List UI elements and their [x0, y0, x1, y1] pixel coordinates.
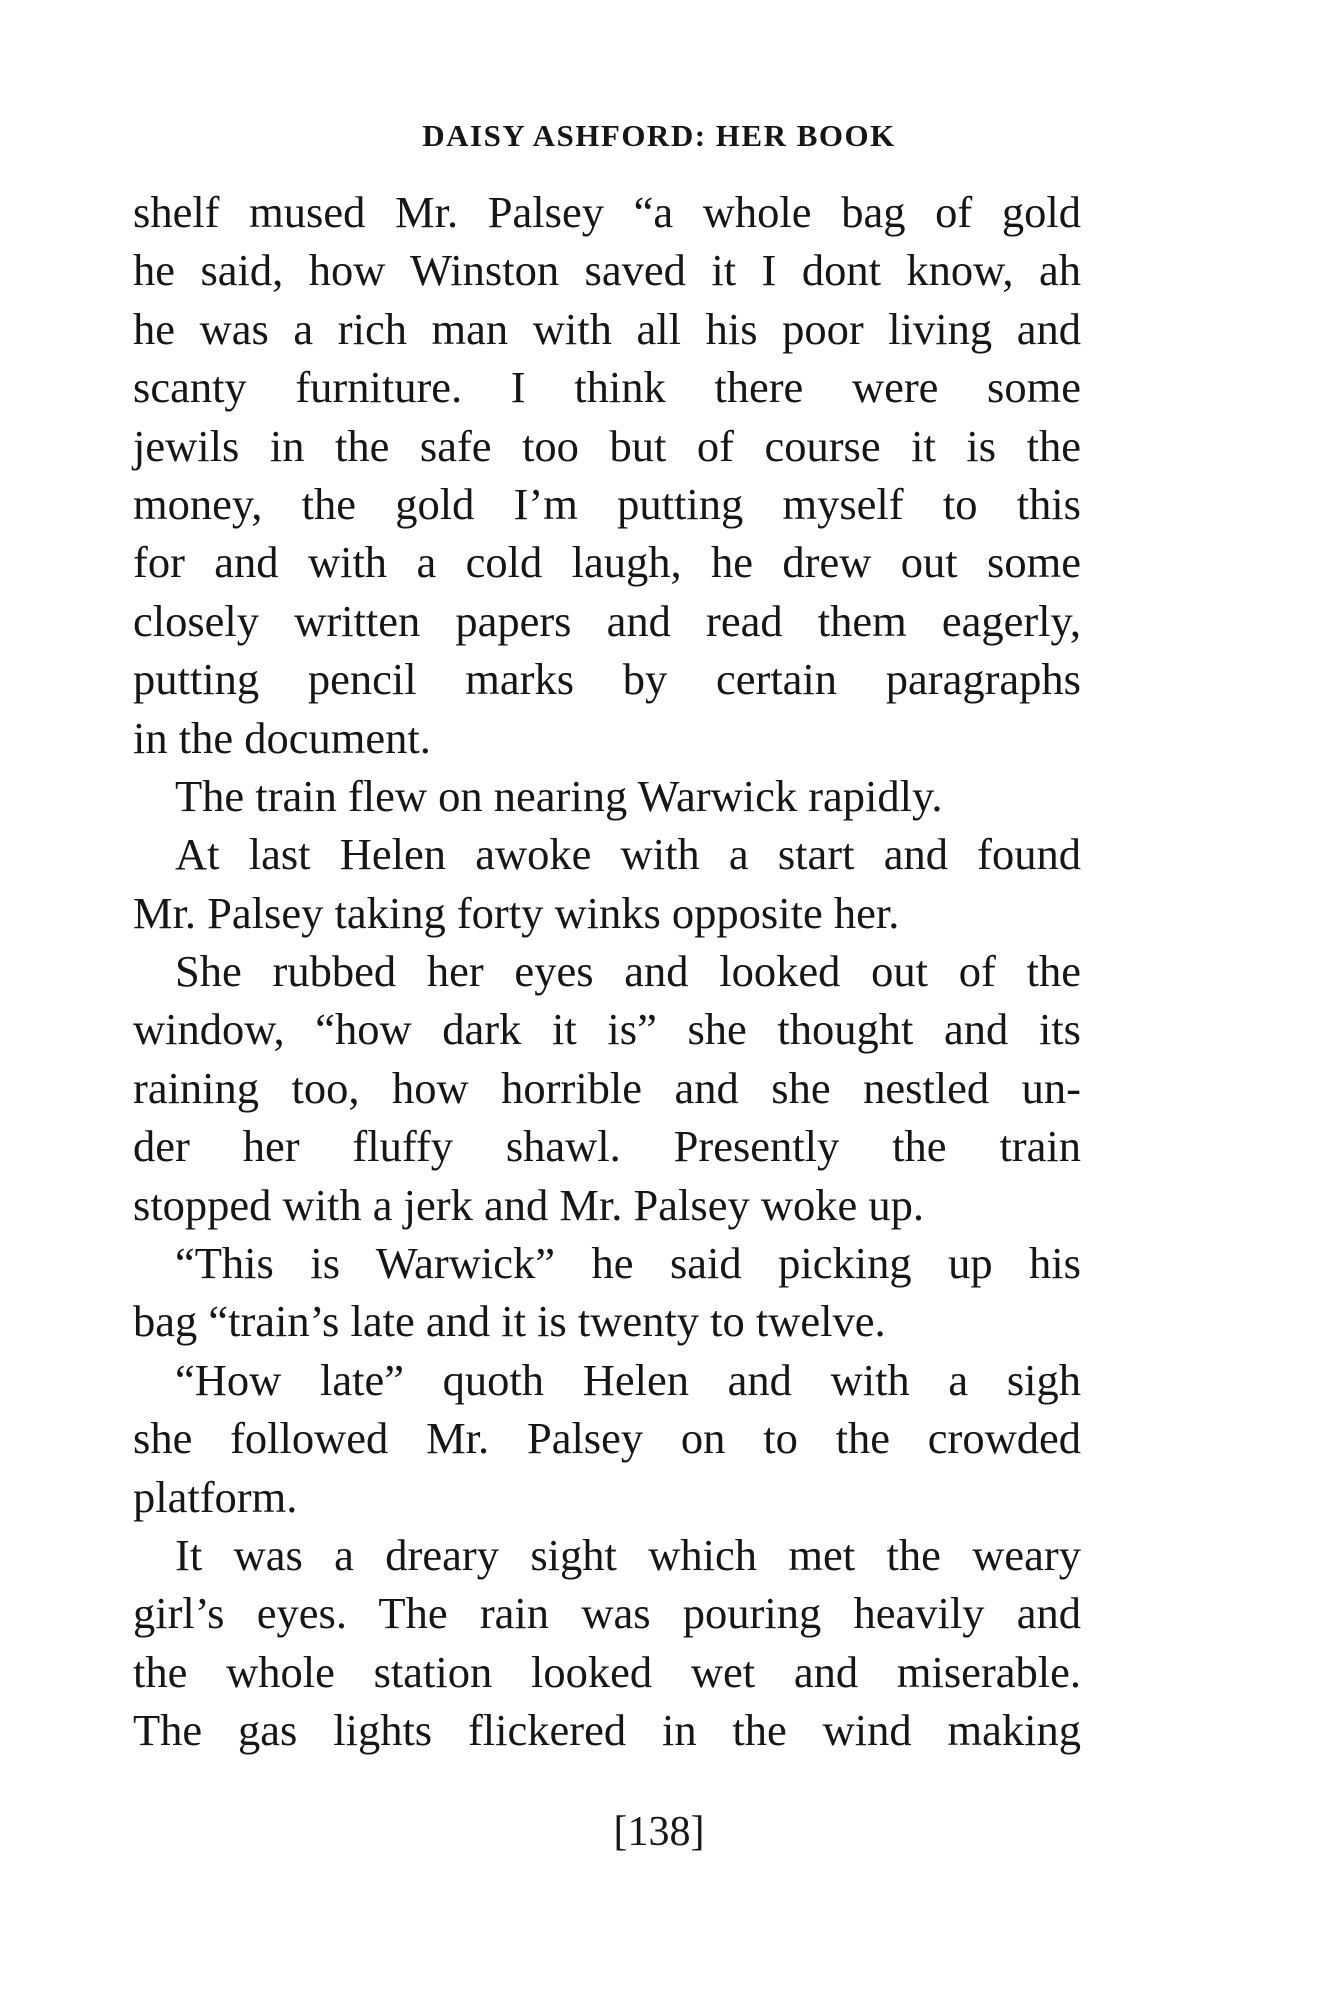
text-line: in the document.	[133, 712, 431, 763]
text-line: putting pencil marks by certain paragraphs	[133, 654, 1081, 705]
body-text	[133, 183, 1081, 1760]
text-line: raining too, how horrible and she nestled un-	[133, 1062, 1081, 1113]
text-line: It was a dreary sight which met the weary	[175, 1529, 1081, 1580]
text-line: he was a rich man with all his poor living and	[133, 303, 1081, 354]
text-line: bag “train’s late and it is twenty to twelve.	[133, 1296, 886, 1347]
text-line: jewils in the safe too but of course it is the	[133, 420, 1081, 471]
text-line: money, the gold I’m putting myself to this	[133, 478, 1081, 529]
text-line: window, “how dark it is” she thought and its	[133, 1004, 1081, 1055]
text-line: “How late” quoth Helen and with a sigh	[175, 1354, 1081, 1405]
text-line: At last Helen awoke with a start and found	[175, 829, 1081, 880]
text-line: The train flew on nearing Warwick rapidly.	[175, 770, 943, 821]
text-line: shelf mused Mr. Palsey “a whole bag of gold	[133, 187, 1081, 237]
running-head: DAISY ASHFORD: HER BOOK	[422, 118, 896, 153]
text-line: scanty furniture. I think there were some	[133, 362, 1081, 413]
text-line: “This is Warwick” he said picking up his	[175, 1238, 1081, 1289]
text-line: der her fluffy shawl. Presently the train	[133, 1121, 1081, 1172]
text-line: platform.	[133, 1471, 298, 1522]
text-line: he said, how Winston saved it I dont know, ah	[133, 245, 1081, 296]
text-line: stopped with a jerk and Mr. Palsey woke up.	[133, 1179, 924, 1230]
text-line: girl’s eyes. The rain was pouring heavily and	[133, 1588, 1081, 1639]
text-line: The gas lights flickered in the wind making	[133, 1705, 1081, 1756]
text-line: Mr. Palsey taking forty winks opposite her.	[133, 887, 900, 938]
text-line: she followed Mr. Palsey on to the crowded	[133, 1413, 1081, 1464]
text-line: closely written papers and read them eagerly,	[133, 595, 1081, 646]
page-number: [138]	[613, 1809, 705, 1855]
text-line: She rubbed her eyes and looked out of the	[175, 946, 1081, 997]
text-line: the whole station looked wet and miserable.	[133, 1646, 1081, 1697]
text-line: for and with a cold laugh, he drew out some	[133, 537, 1081, 588]
